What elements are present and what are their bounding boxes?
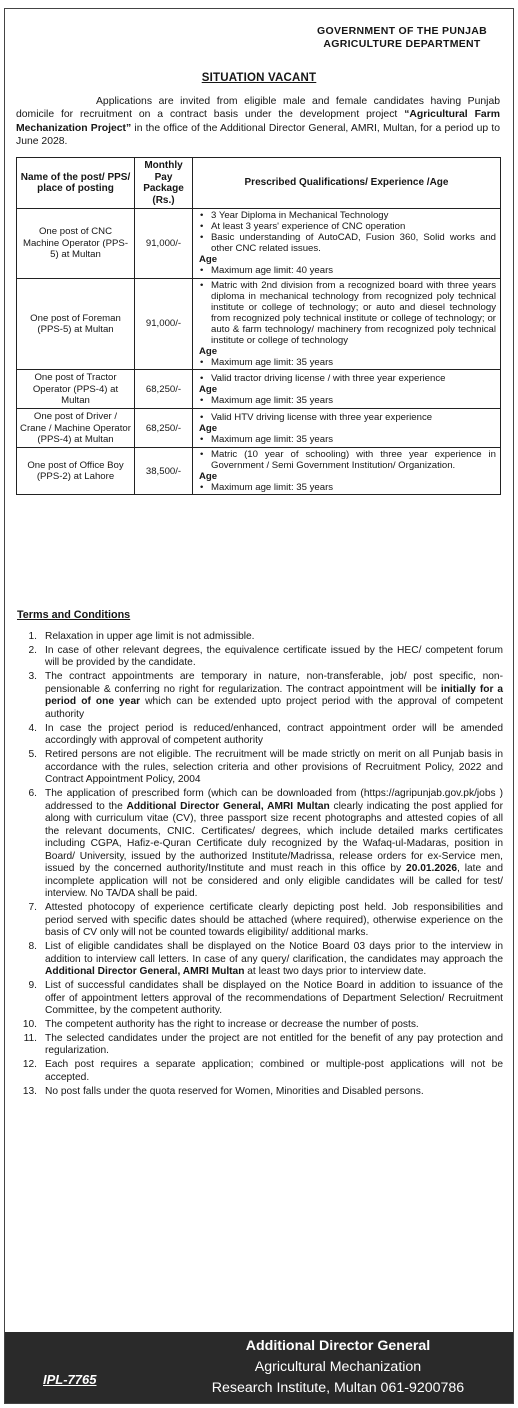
- intro-text-1: Applications are invited from eligible male and female candidates having Punjab domicile for recruitment on a contract basis under the development project: [16, 96, 500, 121]
- table-header-row: [17, 158, 501, 209]
- pay-cell: 38,500/-: [135, 448, 193, 495]
- term-segment: List of successful candidates shall be displayed on the Notice Board in addition to issuance of the offer of appointment letters approval of the recommendations of Department Selection/ Recruitment Committee, by the competent authority.: [45, 980, 503, 1017]
- qualifications-cell: [193, 448, 501, 495]
- header-post: Name of the post/ PPS/ place of posting: [17, 158, 135, 209]
- term-number: 12.: [22, 1059, 37, 1071]
- list-item: [19, 723, 503, 748]
- signatory-address: Research Institute, Multan 061-9200786: [211, 1380, 465, 1396]
- qualifications-cell: [193, 209, 501, 279]
- page-title: [5, 68, 513, 86]
- term-number: 3.: [28, 671, 37, 683]
- terms-list: [19, 631, 503, 1100]
- term-text: [45, 645, 503, 670]
- term-segment: Each post requires a separate application; combined or multiple-post applications will not be accepted.: [45, 1059, 503, 1083]
- signatory-title: Additional Director General: [245, 1338, 431, 1354]
- list-item: [19, 1086, 503, 1099]
- age-list: [199, 434, 496, 445]
- term-number: 5.: [28, 749, 37, 761]
- term-emphasis: Additional Director General, AMRI Multan: [126, 800, 330, 812]
- age-list: [199, 482, 496, 493]
- term-number: 4.: [28, 722, 37, 734]
- term-number: 10.: [22, 1019, 37, 1031]
- age-list: [199, 357, 496, 368]
- term-text: [45, 1019, 503, 1032]
- term-number: 2.: [28, 644, 37, 656]
- term-number: 13.: [22, 1085, 37, 1097]
- qualification-list: [199, 412, 496, 423]
- term-segment: The selected candidates under the project are not entitled for the benefit of any pay protection and regularization.: [45, 1032, 503, 1057]
- list-item: [19, 645, 503, 670]
- term-text: [45, 902, 503, 940]
- term-segment: List of eligible candidates shall be displayed on the Notice Board 03 days prior to the interview in addition to interview call letters. In case of any query/ clarification, the candidates may approach the: [45, 941, 503, 965]
- list-item: [19, 902, 503, 940]
- pay-cell: 68,250/-: [135, 370, 193, 409]
- qualification-list: [199, 373, 496, 384]
- term-number: 1.: [28, 631, 37, 642]
- term-text: [45, 1033, 503, 1058]
- term-segment: In case the project period is reduced/enhanced, contract appointment order will be amended accordingly with approval of competent authority: [45, 722, 503, 747]
- header-qualifications: Prescribed Qualifications/ Experience /Age: [193, 158, 501, 209]
- signatory-office: Agricultural Mechanization: [254, 1359, 422, 1375]
- list-item: [19, 1033, 503, 1058]
- age-label: Age: [199, 254, 218, 266]
- list-item: [19, 941, 503, 979]
- term-segment: Retired persons are not eligible. The recruitment will be made strictly on merit on all Punjab basis in accordance with the rules, selection criteria and other provisions of Recruitment Policy, 2022 and Contract Appointment Policy, 2004: [45, 749, 503, 786]
- age-label: Age: [199, 383, 218, 395]
- post-cell: One post of Driver / Crane / Machine Operator (PPS-4) at Multan: [17, 409, 135, 448]
- term-segment: which can be extended upto project period with the approval of competent authority: [45, 696, 504, 720]
- term-text: [45, 1059, 503, 1084]
- terms-title: Terms and Conditions: [17, 609, 131, 621]
- age-limit: • Maximum age limit: 35 years: [199, 395, 496, 406]
- age-list: [199, 395, 496, 406]
- term-segment: The contract appointments are temporary in nature, non-transferable, job/ post specific, non-pensionable & conferring no right for regularization. The contract appointment will be: [45, 671, 503, 695]
- qualifications-cell: [193, 278, 501, 370]
- table-row: [17, 370, 501, 409]
- qualification-list: [199, 280, 496, 347]
- qualifications-cell: [193, 370, 501, 409]
- list-item: [19, 631, 503, 644]
- qualification-list: [199, 449, 496, 471]
- signature-block: [173, 1336, 503, 1399]
- age-limit: • Maximum age limit: 35 years: [199, 482, 496, 493]
- age-label: Age: [199, 346, 218, 358]
- list-item: [19, 1019, 503, 1032]
- age-limit: • Maximum age limit: 35 years: [199, 357, 496, 368]
- header-line-2: AGRICULTURE DEPARTMENT: [323, 38, 481, 50]
- qualification-item: • Basic understanding of AutoCAD, Fusion 360, Solid works and other CNC related issues.: [199, 232, 496, 254]
- table-row: [17, 409, 501, 448]
- term-emphasis: initially for a period of one year: [45, 683, 503, 708]
- header-line-1: GOVERNMENT OF THE PUNJAB: [317, 25, 487, 37]
- qualifications-cell: [193, 409, 501, 448]
- term-segment: The competent authority has the right to increase or decrease the number of posts.: [45, 1019, 419, 1031]
- post-cell: One post of Foreman (PPS-5) at Multan: [17, 278, 135, 370]
- age-limit: • Maximum age limit: 35 years: [199, 434, 496, 445]
- footer-band: [5, 1332, 513, 1403]
- post-cell: One post of Tractor Operator (PPS-4) at Multan: [17, 370, 135, 409]
- table-row: [17, 448, 501, 495]
- term-emphasis: Additional Director General, AMRI Multan: [45, 966, 245, 978]
- intro-text-2: in the office of the Additional Director General, AMRI, Multan, for a period up to June 2028.: [16, 122, 500, 147]
- age-limit: • Maximum age limit: 40 years: [199, 265, 496, 276]
- list-item: [19, 1059, 503, 1084]
- table-row: [17, 278, 501, 370]
- term-segment: Relaxation in upper age limit is not admissible.: [45, 631, 255, 642]
- list-item: [19, 671, 503, 721]
- term-segment: In case of other relevant degrees, the equivalence certificate issued by the HEC/ competent forum will be provided by the candidate.: [45, 644, 503, 669]
- government-header: [317, 25, 487, 51]
- list-item: [19, 749, 503, 787]
- pay-cell: 91,000/-: [135, 278, 193, 370]
- age-label: Age: [199, 422, 218, 434]
- qualification-item: • At least 3 years' experience of CNC operation: [199, 221, 496, 232]
- project-name: “Agricultural Farm Mechanization Project”: [16, 109, 500, 134]
- pay-cell: 68,250/-: [135, 409, 193, 448]
- term-text: [45, 980, 503, 1018]
- table-row: [17, 209, 501, 279]
- term-text: [45, 941, 503, 979]
- list-item: [19, 980, 503, 1018]
- term-number: 11.: [23, 1032, 37, 1044]
- term-number: 9.: [28, 980, 37, 992]
- term-segment: The application of prescribed form (which can be downloaded from (https://agripunjab.gov.pk/jobs ) addressed to the: [45, 788, 503, 812]
- list-item: [19, 788, 503, 901]
- age-list: [199, 265, 496, 276]
- situation-vacant-title: SITUATION VACANT: [201, 72, 317, 84]
- term-number: 7.: [28, 902, 37, 914]
- qualification-list: [199, 210, 496, 254]
- term-segment: Attested photocopy of experience certificate clearly depicting post held. Job responsibilities and period served with specific dates should be attached (where required), otherwise experience on the basis of CV only will not be counted towards eligibility/ additional marks.: [45, 902, 503, 939]
- term-text: [45, 671, 503, 721]
- qualification-item: • Valid HTV driving license with three year experience: [199, 412, 496, 423]
- term-text: [45, 788, 503, 901]
- term-text: [45, 1086, 503, 1099]
- term-segment: clearly indicating the post applied for along with curriculum vitae (CV), three passport size recent photographs and attested copies of all the relevant documents, CNIC. Certificates/ degrees, which include detailed marks certificates including CGPA, Hafiz-e-Quran Certificate duly recognized by the Wafaq-ul-Madaras, position in Board/ University, issued by the authorized Institute/Madrissa, release orders for ex-Service men, issued by the concerned authority/Institute and must reach in this office by: [45, 800, 503, 875]
- term-number: 8.: [28, 941, 37, 953]
- post-cell: One post of Office Boy (PPS-2) at Lahore: [17, 448, 135, 495]
- post-cell: One post of CNC Machine Operator (PPS-5) at Multan: [17, 209, 135, 279]
- qualification-item: • 3 Year Diploma in Mechanical Technology: [199, 210, 496, 221]
- term-segment: at least two days prior to interview date.: [244, 966, 427, 978]
- term-text: [45, 749, 503, 787]
- ipl-number: IPL-7765: [43, 1372, 97, 1387]
- header-pay: Monthly Pay Package (Rs.): [135, 158, 193, 209]
- intro-paragraph: [16, 95, 500, 148]
- pay-cell: 91,000/-: [135, 209, 193, 279]
- term-number: 6.: [28, 788, 37, 800]
- term-text: [45, 631, 503, 644]
- qualification-item: • Matric with 2nd division from a recognized board with three years diploma in mechanical technology from recognized poly technical institute or college of technology; or auto and diesel technology from recognized poly technical institute or college of technology; or auto & farm technology/ machinery from recognized poly technical institute or college of technology: [199, 280, 496, 347]
- age-label: Age: [199, 471, 218, 483]
- term-text: [45, 723, 503, 748]
- term-emphasis: 20.01.2026: [406, 863, 458, 875]
- table-body: [17, 209, 501, 495]
- qualification-item: • Matric (10 year of schooling) with three year experience in Government / Semi Government Institution/ Organization.: [199, 449, 496, 471]
- posts-table: [16, 157, 501, 495]
- qualification-item: • Valid tractor driving license / with three year experience: [199, 373, 496, 384]
- term-segment: No post falls under the quota reserved for Women, Minorities and Disabled persons.: [45, 1085, 424, 1097]
- advertisement: [4, 8, 514, 1404]
- term-segment: , late and incomplete application will not be considered and only eligible candidates will be called for test/ interview. No TA/DA shall be paid.: [45, 863, 503, 900]
